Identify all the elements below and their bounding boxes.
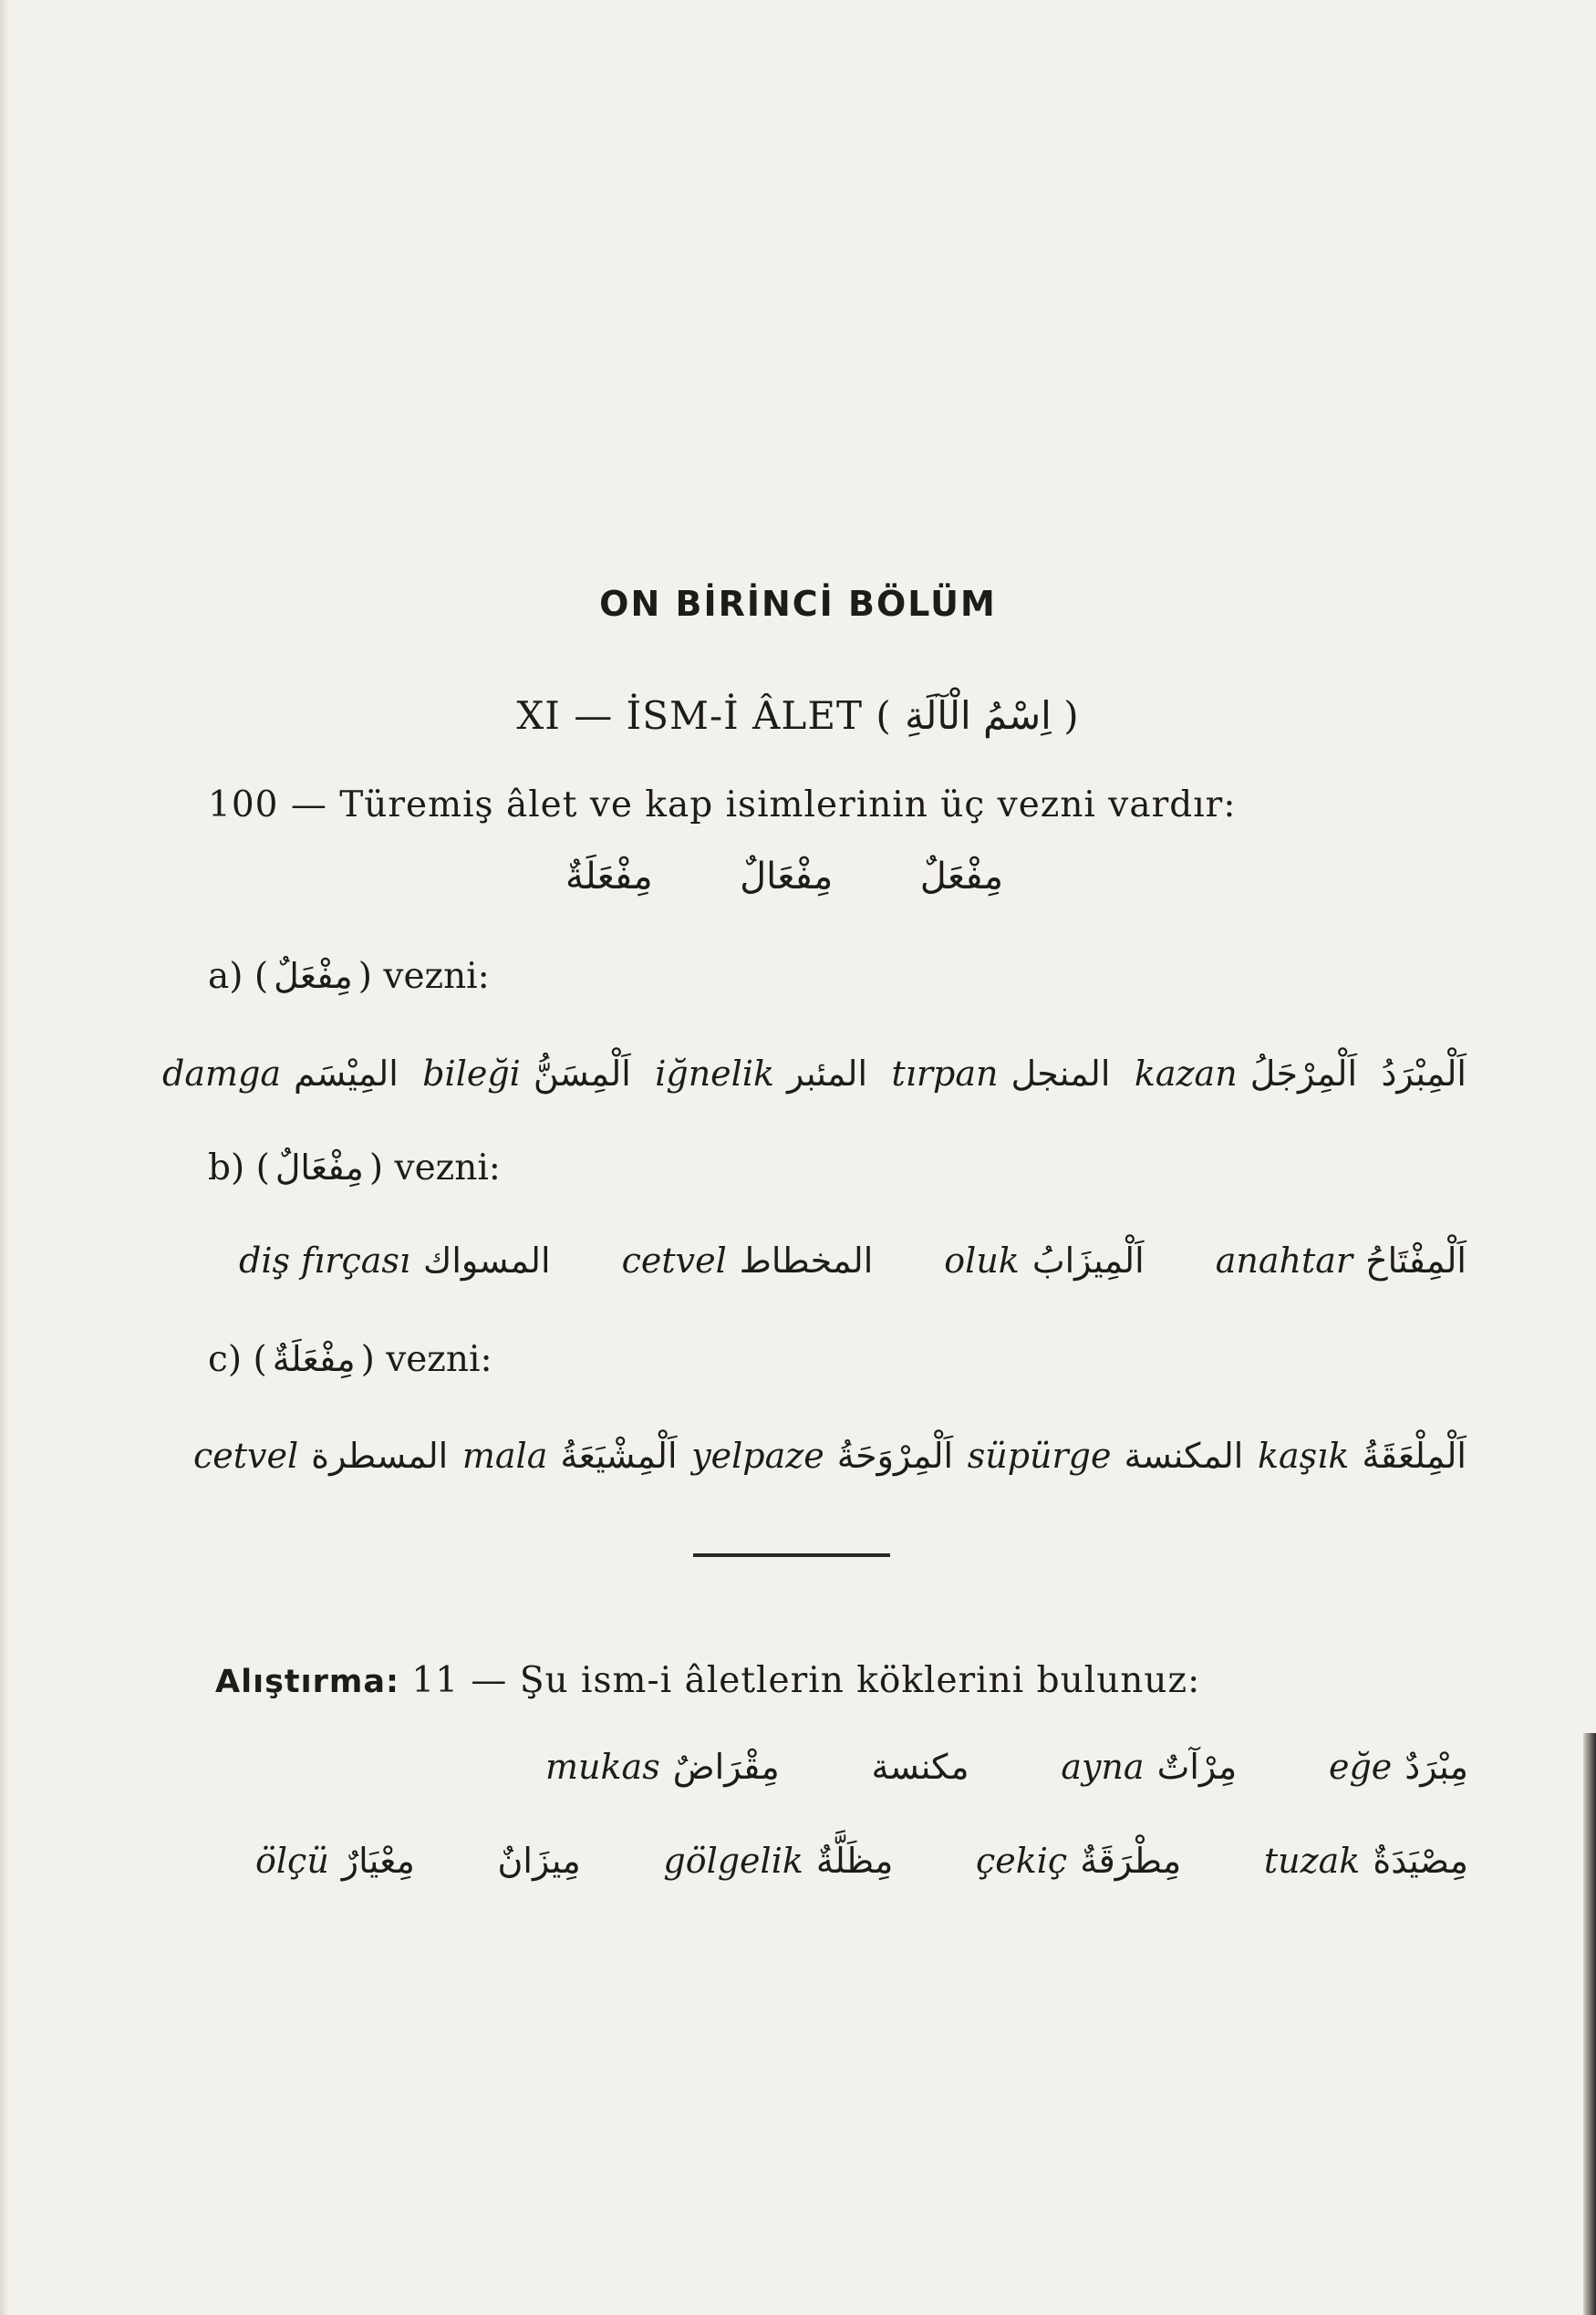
chapter-subtitle: XI — İSM-İ ÂLET ( اِسْمُ الْآلَةِ ): [516, 693, 1080, 738]
intro-paragraph: 100 — Türemiş âlet ve kap isimlerinin üç vezni vardır:: [208, 784, 1237, 825]
word-pair: tuzak مِصْيَدَةٌ: [1263, 1841, 1468, 1881]
exercise-text: 11 — Şu ism-i âletlerin köklerini bulunuz:: [411, 1660, 1201, 1701]
word-pair: cetvel المسطرة: [193, 1436, 449, 1476]
word-pair: anahtar اَلْمِفْتَاحُ: [1215, 1241, 1466, 1281]
section-a-label: a) ( مِفْعَلٌ ) vezni:: [208, 956, 490, 997]
word-pair: مِيزَانٌ: [497, 1841, 581, 1881]
word-pair: diş fırçası المسواك: [239, 1241, 551, 1281]
section-c-pattern: مِفْعَلَةٌ: [272, 1339, 356, 1379]
pattern-2: مِفْعَالٌ: [740, 856, 834, 898]
pattern-3: مِفْعَلَةٌ: [565, 856, 653, 898]
word-pair: damga المِيْسَم: [162, 1054, 399, 1094]
word-pair: ayna مِرْآتٌ: [1061, 1747, 1238, 1787]
exercise-row-1: [545, 1747, 1468, 1787]
section-a-pattern: مِفْعَلٌ: [274, 956, 353, 996]
section-c-words: [193, 1436, 1466, 1476]
word-pair: mala اَلْمِشْيَعَةُ: [461, 1436, 678, 1476]
patterns-row: [565, 856, 1003, 898]
word-pair: çekiç مِطْرَقَةٌ: [975, 1841, 1182, 1881]
word-pair: gölgelik مِظَلَّةٌ: [663, 1841, 894, 1881]
chapter-heading: ON BİRİNCİ BÖLÜM: [599, 584, 997, 624]
exercise-heading: [215, 1660, 1200, 1701]
word-pair: oluk اَلْمِيزَابُ: [944, 1241, 1145, 1281]
word-pair: kazan اَلْمِرْجَلُ: [1134, 1054, 1358, 1094]
exercise-row-2: [255, 1841, 1468, 1881]
word-pair: bileği اَلْمِسَنُّ: [422, 1054, 631, 1094]
section-divider: [693, 1553, 890, 1557]
section-b-words: [239, 1241, 1466, 1281]
word-pair: اَلْمِبْرَدُ: [1381, 1054, 1466, 1094]
page-right-edge: [1583, 1733, 1596, 2315]
word-pair: iğnelik المئبر: [655, 1054, 868, 1094]
word-pair: mukas مِقْرَاضٌ: [545, 1747, 780, 1787]
word-pair: ölçü مِعْيَارٌ: [255, 1841, 415, 1881]
word-pair: مكنسة: [871, 1747, 969, 1787]
word-pair: eğe مِبْرَدٌ: [1328, 1747, 1468, 1787]
word-pair: süpürge المكنسة: [967, 1436, 1244, 1476]
word-pair: cetvel المخطاط: [621, 1241, 874, 1281]
subtitle-latin: XI — İSM-İ ÂLET: [516, 693, 863, 738]
section-b-label: b) ( مِفْعَالٌ ) vezni:: [208, 1147, 501, 1189]
exercise-label: Alıştırma:: [215, 1664, 399, 1700]
pattern-1: مِفْعَلٌ: [919, 856, 1003, 898]
section-b-pattern: مِفْعَالٌ: [275, 1147, 364, 1188]
section-a-words: [162, 1054, 1466, 1094]
subtitle-arabic: اِسْمُ الْآلَةِ: [905, 693, 1052, 738]
page-left-shadow: [0, 0, 9, 2315]
section-c-label: c) ( مِفْعَلَةٌ ) vezni:: [208, 1339, 492, 1380]
word-pair: tırpan المنجل: [891, 1054, 1111, 1094]
word-pair: kaşık اَلْمِلْعَقَةُ: [1257, 1436, 1466, 1476]
word-pair: yelpaze اَلْمِرْوَحَةُ: [691, 1436, 954, 1476]
